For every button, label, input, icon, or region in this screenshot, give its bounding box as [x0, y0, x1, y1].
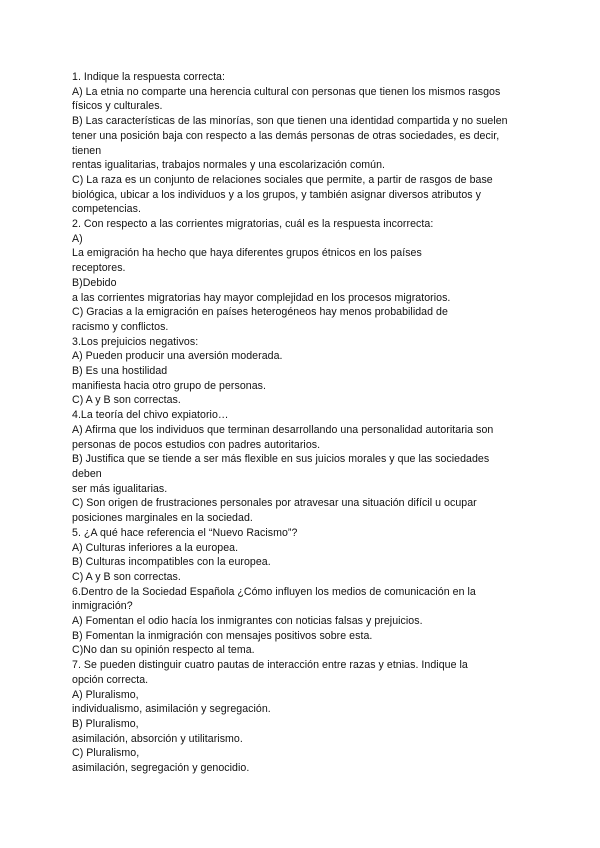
text-line: C) A y B son correctas. — [72, 570, 181, 583]
text-line: C) Son origen de frustraciones personales por atravesar una situación difícil u ocupar — [72, 497, 477, 510]
text-line: C) La raza es un conjunto de relaciones sociales que permite, a partir de rasgos de base — [72, 173, 493, 186]
document-body — [72, 70, 540, 776]
text-line: físicos y culturales. — [72, 100, 163, 113]
text-line: rentas igualitarias, trabajos normales y una escolarización común. — [72, 159, 386, 172]
text-line: personas de pocos estudios con padres autoritarios. — [72, 438, 321, 451]
text-line: tienen — [72, 144, 102, 157]
text-line: 4.La teoría del chivo expiatorio… — [72, 409, 229, 422]
text-line: 1. Indique la respuesta correcta: — [72, 71, 225, 83]
text-line: B) Es una hostilidad — [72, 365, 168, 378]
text-line: manifiesta hacia otro grupo de personas. — [72, 379, 266, 392]
text-line: B)Debido — [72, 276, 117, 289]
text-line: inmigración? — [72, 600, 133, 613]
text-line: 7. Se pueden distinguir cuatro pautas de interacción entre razas y etnias. Indique la — [72, 659, 468, 672]
text-line: 5. ¿A qué hace referencia el “Nuevo Racismo”? — [72, 526, 298, 539]
text-line: asimilación, segregación y genocidio. — [72, 762, 250, 775]
text-line: C) A y B son correctas. — [72, 394, 181, 407]
text-line: tener una posición baja con respecto a las demás personas de otras sociedades, es decir, — [72, 129, 500, 142]
text-line: 2. Con respecto a las corrientes migratorias, cuál es la respuesta incorrecta: — [72, 218, 434, 231]
text-line: C)No dan su opinión respecto al tema. — [72, 644, 255, 657]
text-line: La emigración ha hecho que haya diferentes grupos étnicos en los países — [72, 247, 422, 260]
text-line: ser más igualitarias. — [72, 482, 168, 495]
text-line: C) Pluralismo, — [72, 747, 140, 760]
text-line: individualismo, asimilación y segregación. — [72, 703, 271, 716]
text-line: biológica, ubicar a los individuos y a los grupos, y también asignar diversos atributos y — [72, 188, 481, 201]
text-line: opción correcta. — [72, 673, 149, 686]
text-line: A) La etnia no comparte una herencia cultural con personas que tienen los mismos rasgos — [72, 85, 501, 98]
text-line: A) Afirma que los individuos que terminan desarrollando una personalidad autoritaria son — [72, 423, 494, 436]
text-line: B) Las características de las minorías, son que tienen una identidad compartida y no suelen — [72, 115, 508, 128]
text-line: competencias. — [72, 203, 141, 216]
text-line: B) Pluralismo, — [72, 717, 139, 730]
text-line: A) — [72, 232, 83, 245]
text-line: B) Culturas incompatibles con la europea. — [72, 556, 271, 569]
text-line: receptores. — [72, 262, 126, 275]
text-line: A) Pueden producir una aversión moderada. — [72, 350, 283, 363]
text-line: racismo y conflictos. — [72, 320, 169, 333]
text-line: posiciones marginales en la sociedad. — [72, 512, 253, 525]
text-line: A) Fomentan el odio hacía los inmigrantes con noticias falsas y prejuicios. — [72, 615, 423, 628]
text-line: C) Gracias a la emigración en países heterogéneos hay menos probabilidad de — [72, 306, 448, 319]
text-line: A) Pluralismo, — [72, 688, 139, 701]
text-line: B) Justifica que se tiende a ser más flexible en sus juicios morales y que las sociedades — [72, 453, 490, 466]
text-line: A) Culturas inferiores a la europea. — [72, 541, 239, 554]
text-line: a las corrientes migratorias hay mayor complejidad en los procesos migratorios. — [72, 291, 451, 304]
text-line: asimilación, absorción y utilitarismo. — [72, 732, 243, 745]
text-line: B) Fomentan la inmigración con mensajes positivos sobre esta. — [72, 629, 373, 642]
text-line: deben — [72, 467, 102, 480]
text-line: 6.Dentro de la Sociedad Española ¿Cómo influyen los medios de comunicación en la — [72, 585, 476, 598]
text-line: 3.Los prejuicios negativos: — [72, 335, 199, 348]
